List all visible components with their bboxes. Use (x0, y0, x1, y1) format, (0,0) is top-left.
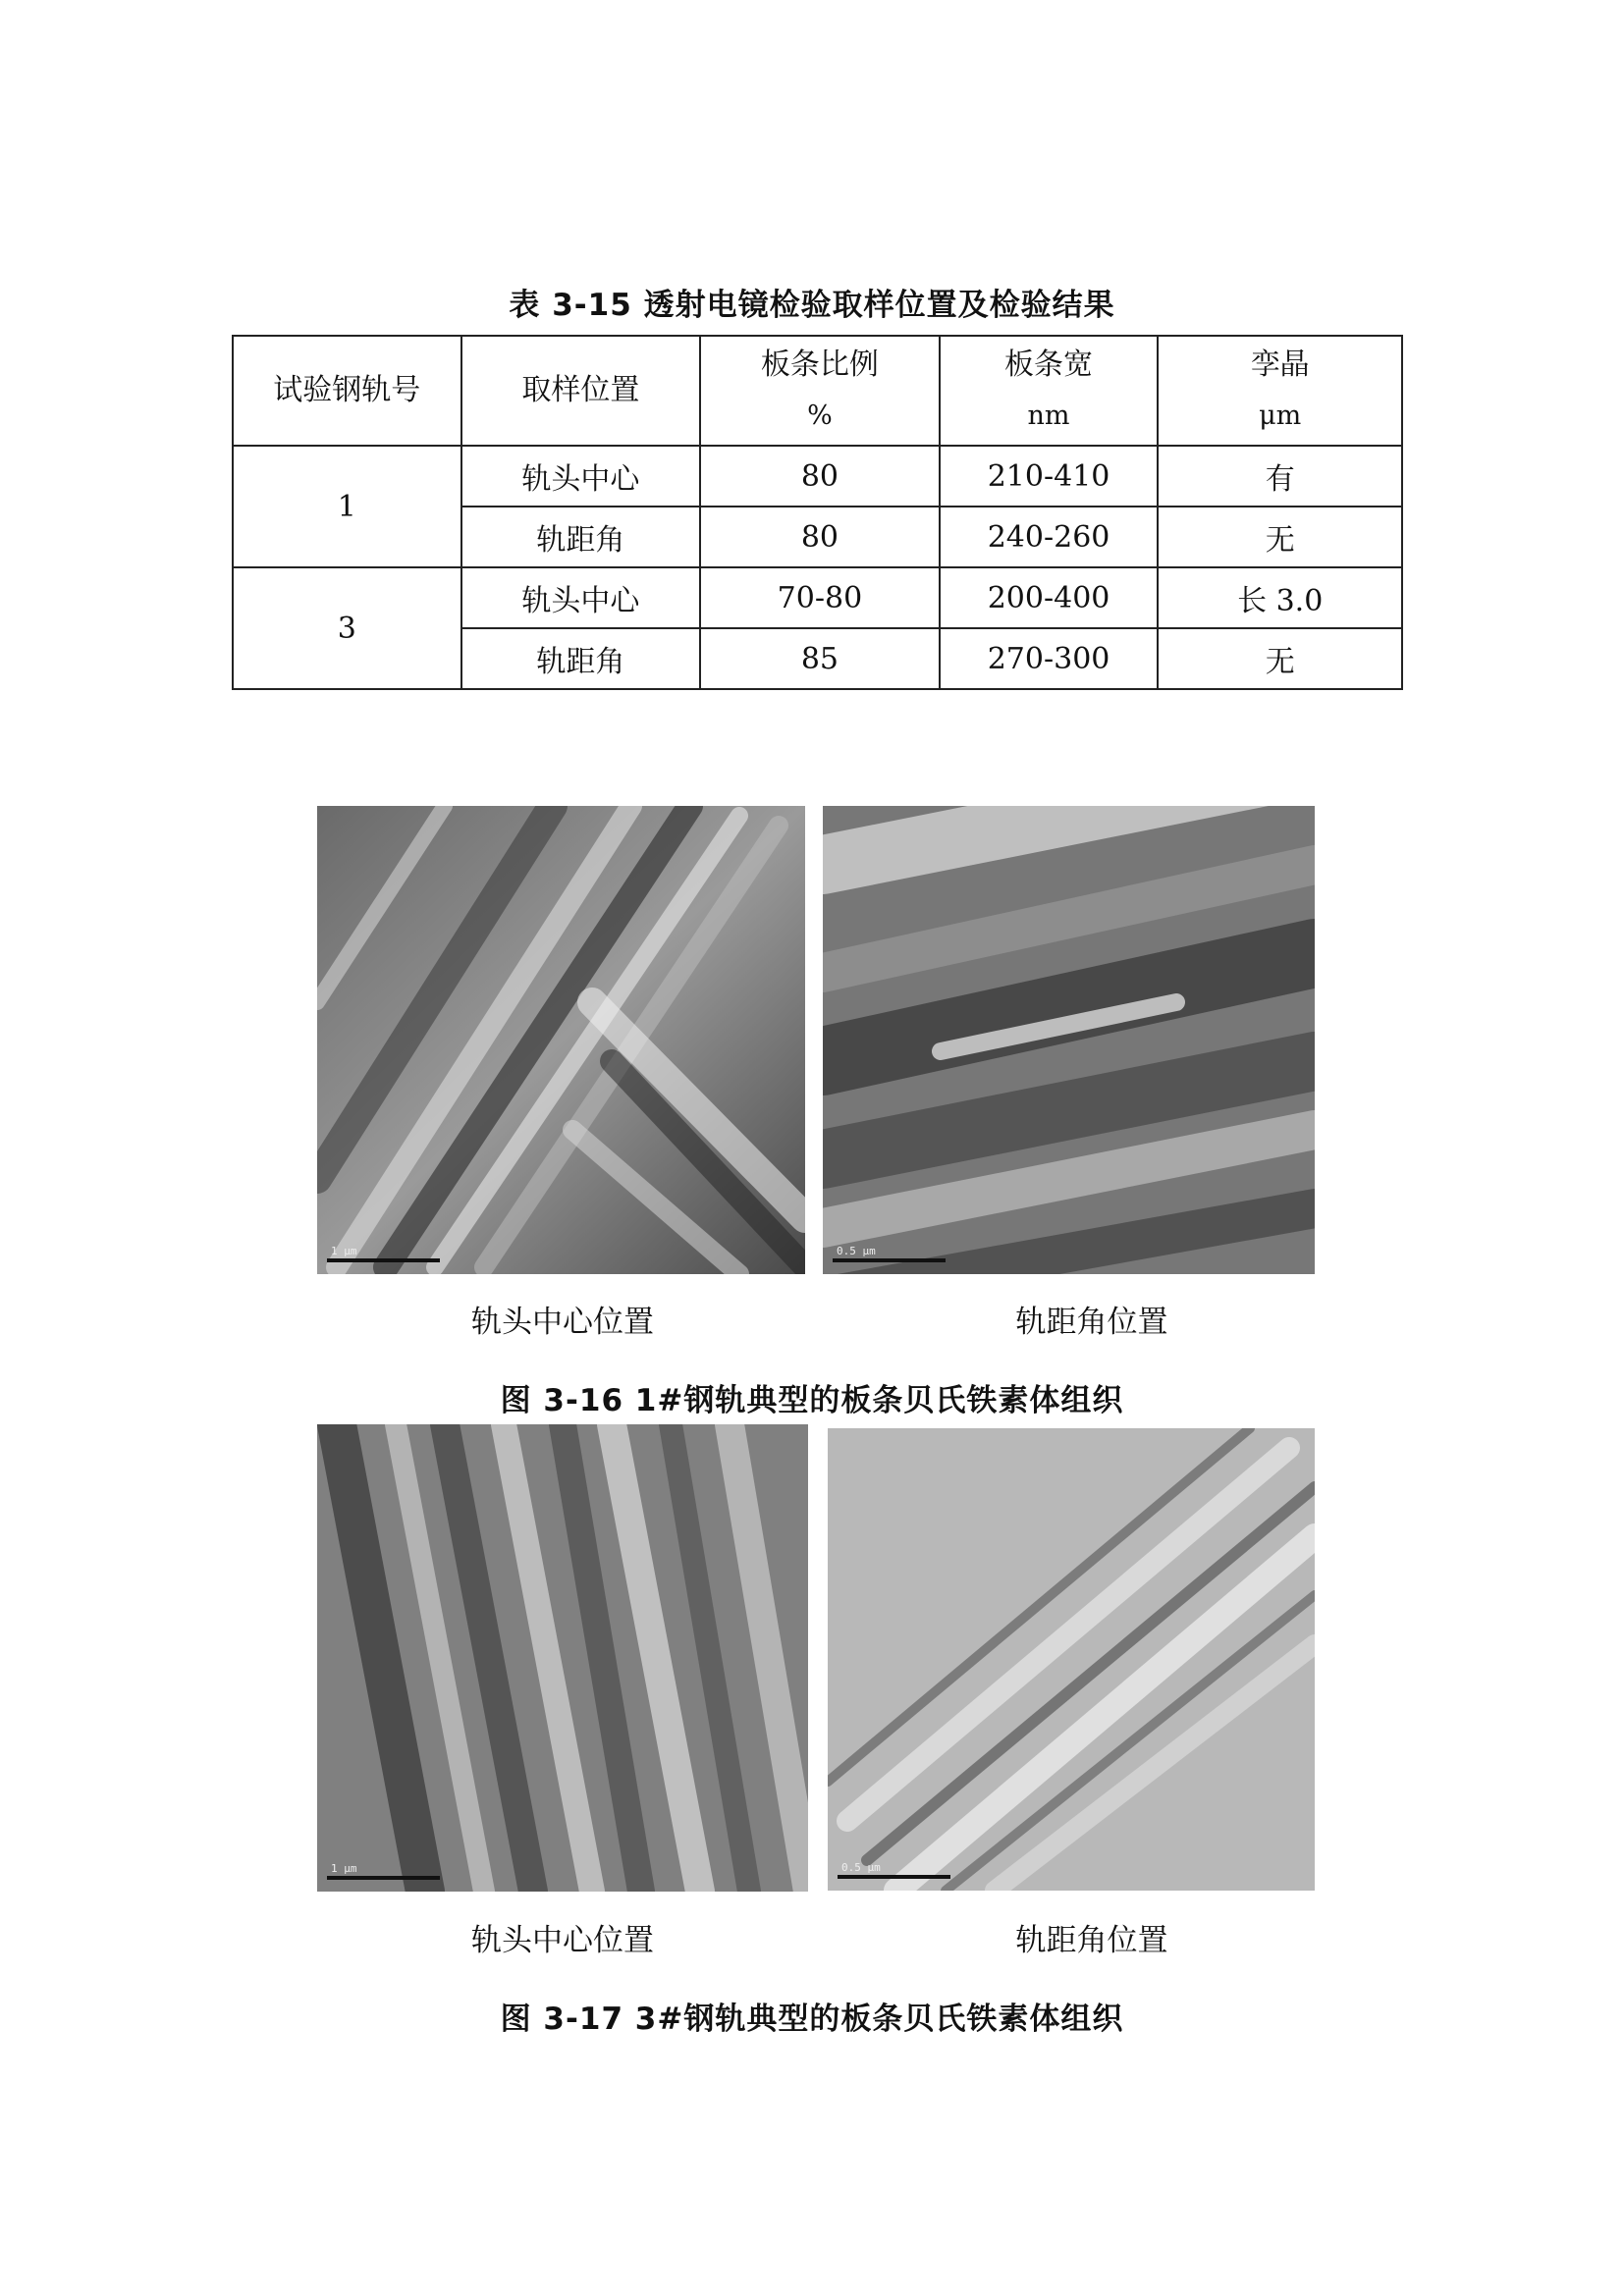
scale-bar-label: 0.5 μm (841, 1861, 881, 1874)
scale-bar-label: 1 μm (331, 1245, 357, 1257)
tem-micrograph-rail1-gauge-corner (823, 806, 1315, 1274)
scale-bar (327, 1862, 440, 1880)
panel-caption: 轨距角位置 (1015, 1305, 1168, 1340)
tem-micrograph-rail3-head-center (317, 1424, 808, 1892)
twin-cell: 长 3.0 (1158, 567, 1402, 628)
table-title: 表 3-15 透射电镜检验取样位置及检验结果 (509, 288, 1115, 323)
width-cell: 240-260 (940, 507, 1159, 567)
rail-number-cell: 3 (233, 567, 461, 689)
scale-bar (838, 1861, 950, 1879)
header-ratio: 板条比例 % (700, 336, 940, 446)
header-position: 取样位置 (461, 336, 701, 446)
ratio-cell: 80 (700, 507, 940, 567)
results-table (232, 335, 1403, 690)
table-row (233, 446, 1402, 507)
figure-title: 图 3-17 3#钢轨典型的板条贝氏铁素体组织 (500, 2002, 1124, 2037)
position-cell: 轨距角 (461, 628, 701, 689)
ratio-cell: 70-80 (700, 567, 940, 628)
panel-caption: 轨距角位置 (1015, 1923, 1168, 1958)
panel-caption: 轨头中心位置 (471, 1305, 654, 1340)
width-cell: 270-300 (940, 628, 1159, 689)
table-header-row (233, 336, 1402, 446)
tem-micrograph-rail1-head-center (317, 806, 805, 1274)
header-width: 板条宽 nm (940, 336, 1159, 446)
panel-caption: 轨头中心位置 (471, 1923, 654, 1958)
position-cell: 轨头中心 (461, 446, 701, 507)
twin-cell: 无 (1158, 507, 1402, 567)
figure-title: 图 3-16 1#钢轨典型的板条贝氏铁素体组织 (500, 1383, 1124, 1418)
width-cell: 210-410 (940, 446, 1159, 507)
width-cell: 200-400 (940, 567, 1159, 628)
position-cell: 轨距角 (461, 507, 701, 567)
position-cell: 轨头中心 (461, 567, 701, 628)
tem-micrograph-rail3-gauge-corner (828, 1428, 1315, 1891)
header-rail: 试验钢轨号 (233, 336, 461, 446)
ratio-cell: 80 (700, 446, 940, 507)
twin-cell: 有 (1158, 446, 1402, 507)
rail-number-cell: 1 (233, 446, 461, 567)
twin-cell: 无 (1158, 628, 1402, 689)
scale-bar-label: 0.5 μm (837, 1245, 876, 1257)
scale-bar (327, 1245, 440, 1262)
scale-bar-label: 1 μm (331, 1862, 357, 1875)
ratio-cell: 85 (700, 628, 940, 689)
header-twin: 孪晶 μm (1158, 336, 1402, 446)
scale-bar (833, 1245, 946, 1262)
table-row (233, 567, 1402, 628)
